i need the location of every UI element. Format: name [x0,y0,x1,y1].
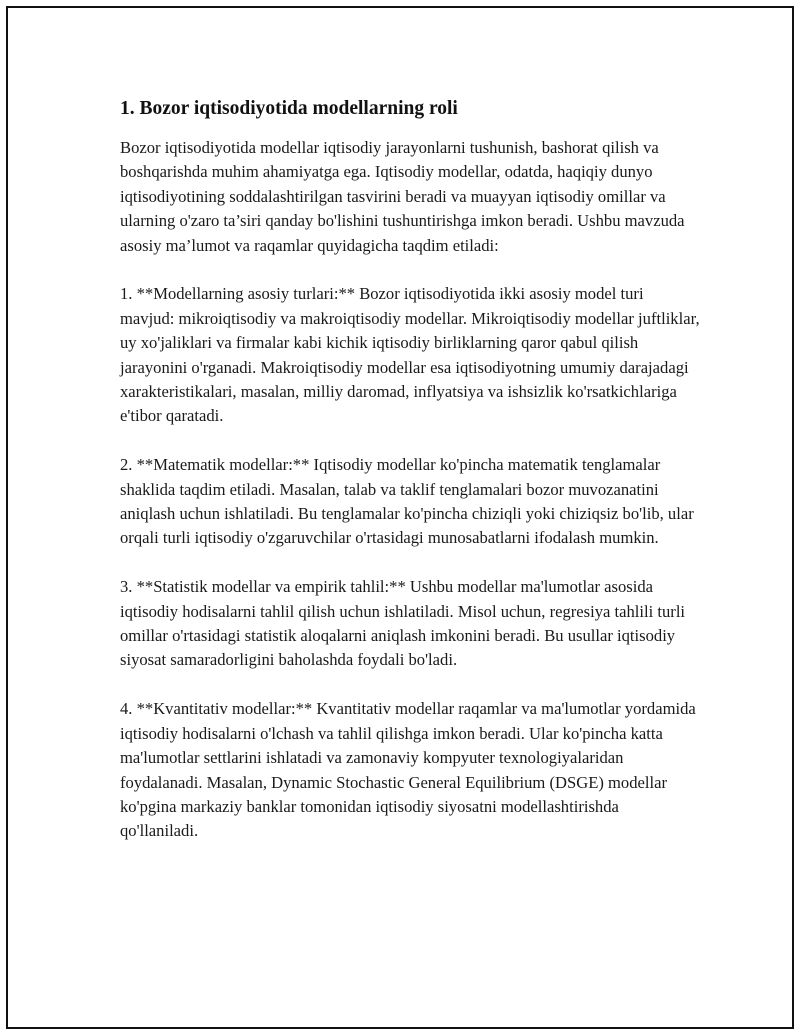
page-frame [6,6,794,1029]
section-title: 1. Bozor iqtisodiyotida modellarning roli [120,98,458,119]
paragraph-quantitative-models: 4. **Kvantitativ modellar:** Kvantitativ modellar raqamlar va ma'lumotlar yordamida iqtisodiy hodisalarni o'lchash va tahlil qilishga imkon beradi. Ular ko'pincha katta ma'lumotlar settlarini ishlatadi va zamonaviy kompyuter texnologiyalaridan foydalanadi. Masalan, Dynamic Stochastic General Equilibrium (DSGE) modellar ko'pgina markaziy banklar tomonidan iqtisodiy siyosatni modellashtirishda qo'llaniladi. [120,699,696,841]
paragraph-mathematical-models: 2. **Matematik modellar:** Iqtisodiy modellar ko'pincha matematik tenglamalar shaklida taqdim etiladi. Masalan, talab va taklif tenglamalari bozor muvozanatini aniqlash uchun ishlatiladi. Bu tenglamalar ko'pincha chiziqli yoki chiziqsiz bo'lib, ular orqali turli iqtisodiy o'zgaruvchilar o'rtasidagi munosabatlarni ifodalash mumkin. [120,455,694,548]
paragraph-statistical-models: 3. **Statistik modellar va empirik tahlil:** Ushbu modellar ma'lumotlar asosida iqtisodiy hodisalarni tahlil qilish uchun ishlatiladi. Misol uchun, regresiya tahlili turli omillar o'rtasidagi statistik aloqalarni aniqlash imkonini beradi. Bu usullar iqtisodiy siyosat samaradorligini baholashda foydali bo'ladi. [120,577,686,670]
document-body [120,96,700,868]
intro-paragraph: Bozor iqtisodiyotida modellar iqtisodiy jarayonlarni tushunish, bashorat qilish va boshqarishda muhim ahamiyatga ega. Iqtisodiy modellar, odatda, haqiqiy dunyo iqtisodiyotining soddalashtirilgan tasvirini beradi va muayyan iqtisodiy omillar va ularning o'zaro ta’siri qanday bo'lishini tushuntirishga imkon beradi. Ushbu mavzuda asosiy ma’lumot va raqamlar quyidagicha taqdim etiladi: [120,138,685,255]
paragraph-model-types: 1. **Modellarning asosiy turlari:** Bozor iqtisodiyotida ikki asosiy model turi mavjud: mikroiqtisodiy va makroiqtisodiy modellar. Mikroiqtisodiy modellar juftliklar, uy xo'jaliklari va firmalar kabi kichik iqtisodiy birliklarning qaror qabul qilish jarayonini o'rganadi. Makroiqtisodiy modellar esa iqtisodiyotning umumiy darajadagi xarakteristikalari, masalan, milliy daromad, inflyatsiya va ishsizlik ko'rsatkichlariga e'tibor qaratadi. [120,284,700,426]
